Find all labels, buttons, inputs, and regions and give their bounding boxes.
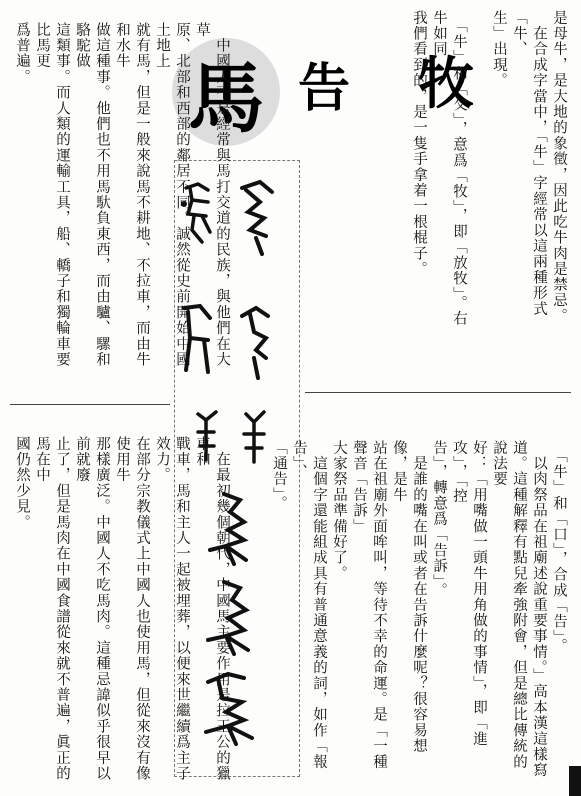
text-block-top-right [409,10,569,340]
text-col: 好：「用嘴做一頭牛用角做的事情」，即「進攻」，「控 [451,440,487,747]
text-col: 站在祖廟外面哞叫，等待不幸的命運。是「一種聲音「告訴」 [351,440,387,770]
text-col: 在合成字當中，「牛」字經常以這兩種形式「牛、 [511,10,547,317]
text-col: 是誰的嘴在叫或者在告訴什麼呢？很容易想像，是牛 [391,440,427,754]
text-col: 大家祭品準備好了。 [331,440,347,582]
heading-ma: 馬 [188,53,264,143]
text-col: 這個字還能組成具有普通意義的詞，如作「報告」、 [291,440,327,770]
text-block-top-left [12,22,232,372]
text-col: 生」出現。 [491,10,507,89]
heading-gao: 告 [298,58,351,119]
text-col: 在部分宗教儀式上中國人也使用馬，但從來沒有像使用牛 [114,436,150,782]
section-divider-right [305,392,571,393]
text-col: 戰車，馬和主人一起被埋葬，以便來世繼續爲主子效力。 [154,436,190,782]
section-divider-left [10,404,170,405]
text-col: 我們看到的，是一隻手拿着一根棍子。 [411,10,427,277]
text-col: 這類事。而人類的運輸工具，船、轎子和獨輪車要比馬更 [34,22,70,368]
text-col: 「牛」和「口」，合成「告」。 [551,440,567,654]
text-col: 原、北部和西部的鄰居不同。誠然從史前開始中國土地上 [154,22,190,368]
page-edge-mark [569,766,581,796]
text-col: 爲普遍。 [14,22,30,85]
heading-mu: 牧 [418,51,474,117]
text-block-bottom-right [269,440,569,785]
text-col: 以肉祭品在祖廟述說重要事情。」高本漢這樣寫 [531,440,547,779]
text-col: 中國人不是經常與馬打交道的民族，與他們在大草 [194,22,230,368]
oracle-glyph-horse-4 [236,302,280,382]
text-col: 止了，但是馬肉在中國食譜從來就不普遍，眞正的馬在中 [34,436,70,782]
text-col: 道。這種解釋有點兒牽強附會，但是總比傳統的說法要 [491,440,527,770]
oracle-glyph-horse-2 [236,178,286,258]
text-col: 國仍然少見。 [14,436,30,531]
text-col: 做這種事。他們也不用馬馱負東西，而由驢、騾和駱駝做 [74,22,110,368]
text-block-bottom-left [12,436,232,786]
oracle-glyph-ox-2 [240,408,270,468]
text-col: 在最初幾個朝代，中國馬主要作用是拉王公的獵車和 [194,436,230,782]
text-col: 就有馬，但是一般來說馬不耕地、不拉車，而由牛和水牛 [114,22,150,368]
text-col: 「牛」和「攵」，意爲「牧」，即「放牧」。右牛如同 [431,10,467,327]
text-col: 告」，轉意爲「告訴」。 [431,440,447,599]
text-col: 「通告」。 [271,440,287,512]
text-col: 那樣廣泛。中國人不吃馬肉。這種忌諱似乎很早以前就廢 [74,436,110,782]
text-col: 是母牛，是大地的象徵，因此吃牛肉是禁忌。 [551,10,567,324]
